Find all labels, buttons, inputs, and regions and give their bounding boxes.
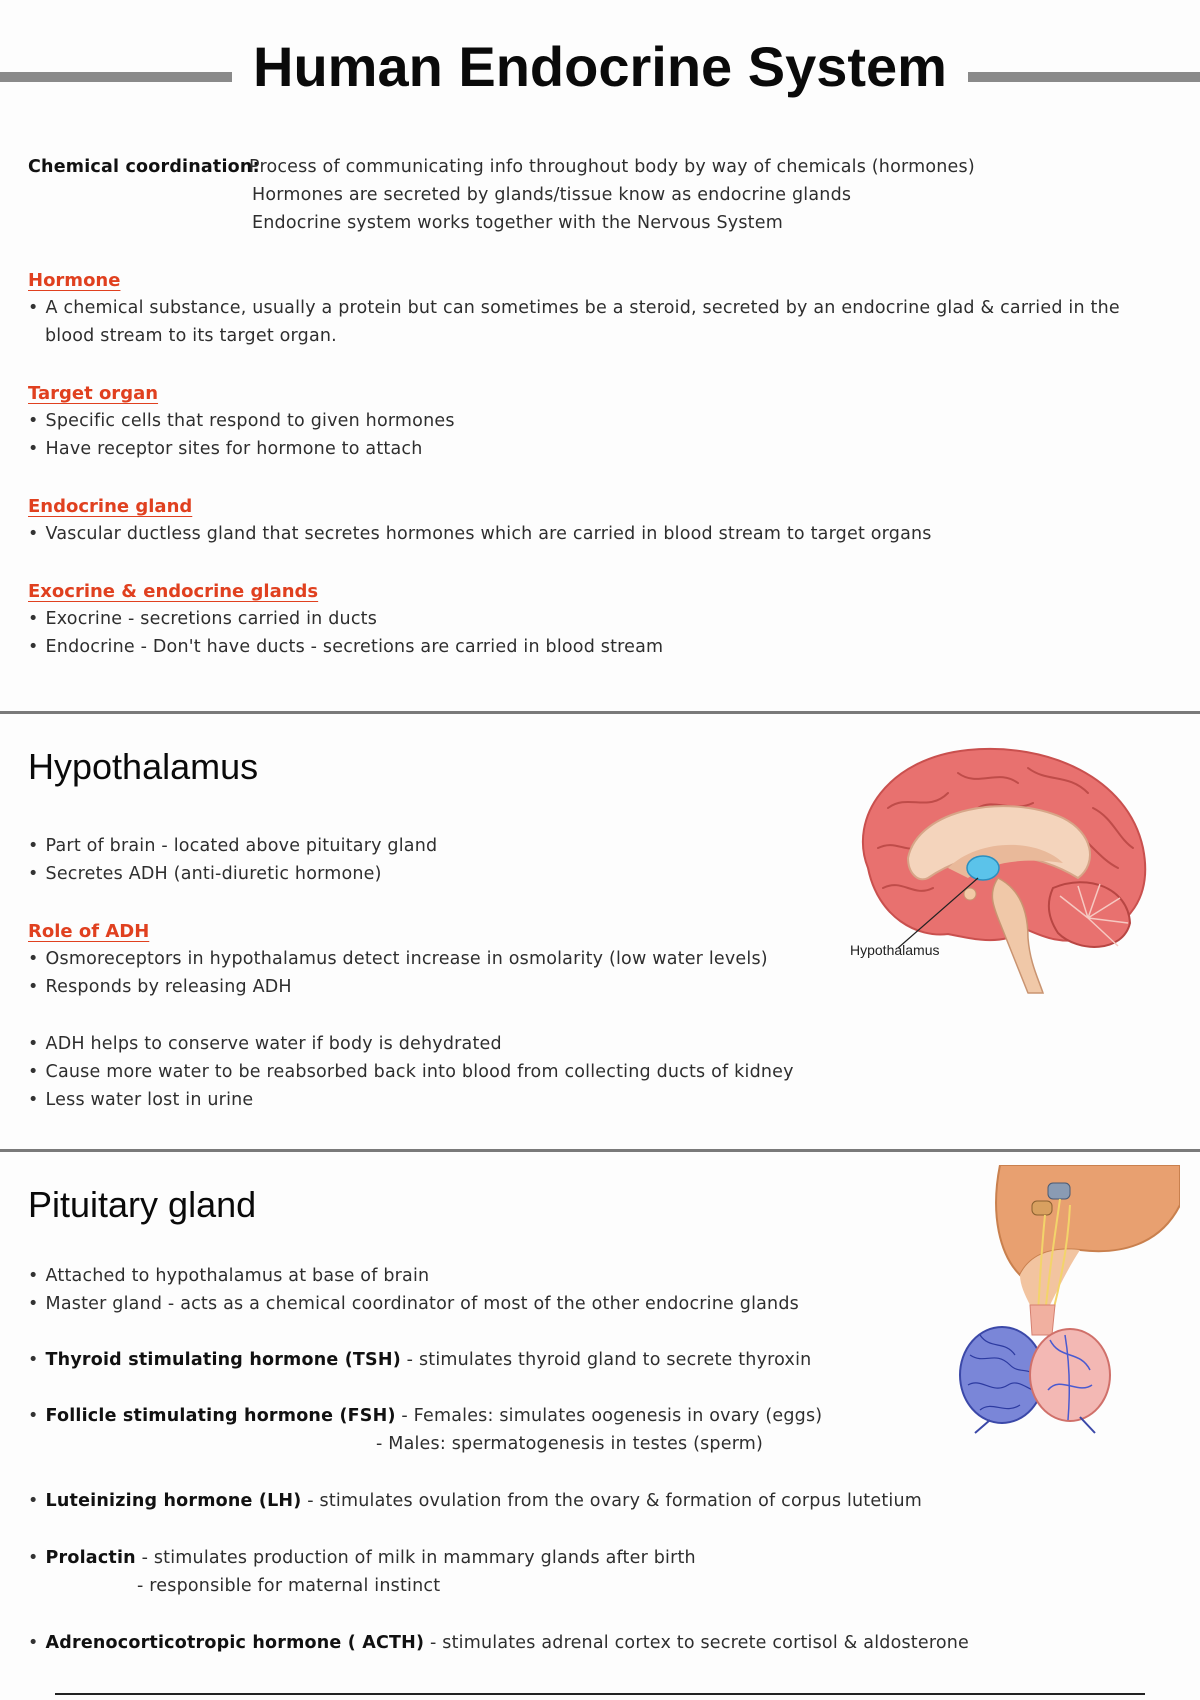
prolactin-item [28,1548,696,1568]
hormone-line: • A chemical substance, usually a protein but can sometimes be a steroid, secreted by an endocrine glad & carried in the [28,298,1120,318]
intro-term: Chemical coordination: [28,157,260,177]
exocrine-bullet: • Endocrine - Don't have ducts - secretions are carried in blood stream [28,637,663,657]
hypothalamus-bullet: • Secretes ADH (anti-diuretic hormone) [28,864,382,884]
lh-name: Luteinizing hormone (LH) [45,1491,302,1511]
page-title: Human Endocrine System [253,35,947,98]
adh-effect: • Less water lost in urine [28,1090,253,1110]
hormone-heading: Hormone [28,270,121,291]
exocrine-heading: Exocrine & endocrine glands [28,581,319,602]
acth-name: Adrenocorticotropic hormone ( ACTH) [45,1633,425,1653]
adh-bullet: • Osmoreceptors in hypothalamus detect increase in osmolarity (low water levels) [28,949,768,969]
adh-effect: • Cause more water to be reabsorbed back into blood from collecting ducts of kidney [28,1062,794,1082]
exocrine-bullet: • Exocrine - secretions carried in ducts [28,609,377,629]
bottom-rule [55,1693,1145,1695]
acth-desc: - stimulates adrenal cortex to secrete cortisol & aldosterone [424,1633,969,1653]
fsh-desc: - Females: simulates oogenesis in ovary (eggs) [395,1406,823,1426]
intro-line: Endocrine system works together with the Nervous System [252,213,783,233]
intro-line: Process of communicating info throughout body by way of chemicals (hormones) [249,157,975,177]
hormone-line: blood stream to its target organ. [45,326,337,346]
prolactin-desc: - stimulates production of milk in mammary glands after birth [135,1548,696,1568]
lh-item [28,1491,922,1511]
adh-bullet: • Responds by releasing ADH [28,977,292,997]
section-divider [0,1149,1200,1152]
fsh-name: Follicle stimulating hormone (FSH) [45,1406,396,1426]
adh-effect: • ADH helps to conserve water if body is dehydrated [28,1034,502,1054]
prolactin-name: Prolactin [45,1548,136,1568]
fsh-desc-2: - Males: spermatogenesis in testes (sperm) [376,1434,764,1454]
fsh-item [28,1406,822,1426]
pituitary-bullet: • Master gland - acts as a chemical coordinator of most of the other endocrine glands [28,1294,799,1314]
hypothalamus-bullet: • Part of brain - located above pituitary gland [28,836,437,856]
pituitary-bullet: • Attached to hypothalamus at base of brain [28,1266,429,1286]
intro-line: Hormones are secreted by glands/tissue know as endocrine glands [252,185,852,205]
target-organ-bullet: • Have receptor sites for hormone to attach [28,439,423,459]
tsh-item [28,1350,811,1370]
brain-illustration [838,738,1158,998]
prolactin-desc-2: - responsible for maternal instinct [137,1576,441,1596]
pituitary-title: Pituitary gland [28,1184,257,1225]
adh-heading: Role of ADH [28,921,150,942]
endocrine-gland-heading: Endocrine gland [28,496,193,517]
tsh-name: Thyroid stimulating hormone (TSH) [45,1350,401,1370]
lh-desc: - stimulates ovulation from the ovary & formation of corpus lutetium [301,1491,922,1511]
target-organ-heading: Target organ [28,383,159,404]
hypothalamus-figure-label: Hypothalamus [850,942,940,958]
acth-item [28,1633,969,1653]
pituitary-illustration [920,1165,1180,1435]
section-divider [0,711,1200,714]
tsh-desc: - stimulates thyroid gland to secrete thyroxin [400,1350,812,1370]
target-organ-bullet: • Specific cells that respond to given hormones [28,411,455,431]
endocrine-gland-bullet: • Vascular ductless gland that secretes hormones which are carried in blood stream to target organs [28,524,932,544]
hypothalamus-title: Hypothalamus [28,746,259,787]
